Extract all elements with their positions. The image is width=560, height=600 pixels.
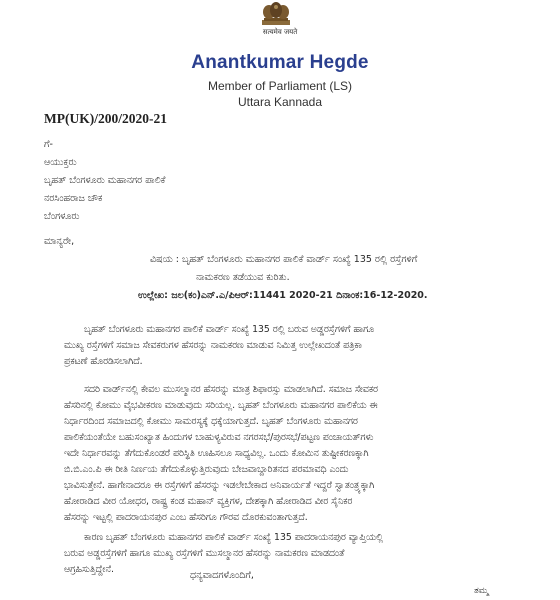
- subject-line: ನಾಮಕರಣ ತಡೆಯುವ ಕುರಿತು.: [196, 272, 290, 283]
- reference-line: ಉಲ್ಲೇಖ: ಜಲ(ಕಂ)ಎನ್.ಎ/ಪಿಆರ್:11441 2020-21 ದಿನಾಂಕ:16-12-2020.: [138, 290, 428, 301]
- greeting: ಮಾನ್ಯರೇ,: [44, 236, 75, 247]
- signature-start: ತಮ್ಮ: [474, 586, 489, 596]
- paragraph-line: ಭಾವಿಸುತ್ತೇನೆ. ಹಾಗೇನಾದರೂ ಈ ರಸ್ತೆಗಳಿಗೆ ಹೆಸರನ್ನು ಇಡಲೇಬೇಕಾದ ಅನಿವಾರ್ಯತೆ ಇದ್ದರೆ ಸ್ವಾತಂತ್ರ್ಯಕ್ಕಾಗಿ: [64, 480, 375, 491]
- paragraph-line: ಹೆಸರನ್ನು ಇಟ್ಟಲ್ಲಿ ಪಾದರಾಯನಪುರ ಎಂಬ ಹೆಸರಿಗೂ ಗೌರವ ದೊರಕುವಂತಾಗುತ್ತದೆ.: [64, 512, 308, 523]
- paragraph-line: ಹೋರಾಡಿದ ವೀರ ಯೋಧರ, ರಾಷ್ಟ್ರ ಕಂಡ ಮಹಾನ್ ವ್ಯಕ್ತಿಗಳ, ದೇಶಕ್ಕಾಗಿ ಹೋರಾಡಿದ ವೀರ ಸೈನಿಕರ: [64, 496, 353, 507]
- recipient-line: ಬೃಹತ್ ಬೆಂಗಳೂರು ಮಹಾನಗರ ಪಾಲಿಕೆ: [44, 175, 166, 186]
- letterhead-name: Anantkumar Hegde: [191, 52, 369, 73]
- recipient-line: ಬೆಂಗಳೂರು: [44, 211, 80, 222]
- paragraph-line: ಕಾರಣ ಬೃಹತ್ ಬೆಂಗಳೂರು ಮಹಾನಗರ ಪಾಲಿಕೆ ವಾರ್ಡ್ ಸಂಖ್ಯೆ 135 ಪಾದರಾಯನಪುರ ವ್ಯಾಪ್ತಿಯಲ್ಲಿ: [84, 532, 384, 543]
- recipient-line: ಆಯುಕ್ತರು: [44, 157, 77, 168]
- national-emblem-icon: [252, 2, 300, 26]
- paragraph-line: ಪ್ರಕಟಣೆ ಹೊರಡಿಸಲಾಗಿದೆ.: [64, 356, 143, 367]
- letterhead-role: Member of Parliament (LS): [207, 79, 353, 93]
- recipient-line: ನರಸಿಂಹರಾಜ ಚೌಕ: [44, 193, 103, 204]
- paragraph-line: ಮುಖ್ಯ ರಸ್ತೆಗಳಿಗೆ ಸಮಾಜ ಸೇವಕರುಗಳ ಹೆಸರನ್ನು ನಾಮಕರಣ ಮಾಡುವ ನಿಮಿತ್ತ ಉಲ್ಲೇಖದಂತೆ ಪತ್ರಿಕಾ: [64, 340, 362, 351]
- letterhead-constituency: Uttara Kannada: [237, 95, 323, 109]
- paragraph-line: ಹೆಸರಿನಲ್ಲಿ ಕೋಮು ವೈಭವೀಕರಣ ಮಾಡುವುದು ಸರಿಯಲ್ಲ. ಬೃಹತ್ ಬೆಂಗಳೂರು ಮಹಾನಗರ ಪಾಲಿಕೆಯ ಈ: [64, 400, 378, 411]
- paragraph-line: ಸದರಿ ವಾರ್ಡ್‌ನಲ್ಲಿ ಕೇವಲ ಮುಸಲ್ಮಾನರ ಹೆಸರನ್ನು ಮಾತ್ರ ಶಿಫಾರಸ್ಸು ಮಾಡಲಾಗಿದೆ. ಸಮಾಜ ಸೇವಕರ: [84, 384, 378, 395]
- reference-number: MP(UK)/200/2020-21: [44, 111, 167, 126]
- paragraph-line: ಆಗ್ರಹಿಸುತ್ತಿದ್ದೇನೆ.: [64, 564, 114, 575]
- paragraph-line: ಬೃಹತ್ ಬೆಂಗಳೂರು ಮಹಾನಗರ ಪಾಲಿಕೆ ವಾರ್ಡ್ ಸಂಖ್ಯೆ 135 ರಲ್ಲಿ ಬರುವ ಅಡ್ಡರಸ್ತೆಗಳಿಗೆ ಹಾಗೂ: [84, 324, 375, 335]
- closing: ಧನ್ಯವಾದಗಳೊಂದಿಗೆ,: [190, 570, 254, 581]
- emblem-motto: सत्यमेव जयते: [262, 28, 298, 36]
- paragraph-line: ಇದೇ ನಿರ್ಧಾರವನ್ನು ತೆಗೆದುಕೊಂಡರೆ ಪರಿಸ್ಥಿತಿ ಊಹಿಸಲೂ ಸಾಧ್ಯವಿಲ್ಲ. ಒಂದು ಕೋಮಿನ ತುಷ್ಟೀಕರಣಕ್ಕಾಗಿ: [64, 448, 369, 459]
- subject-line: ವಿಷಯ : ಬೃಹತ್ ಬೆಂಗಳೂರು ಮಹಾನಗರ ಪಾಲಿಕೆ ವಾರ್ಡ್ ಸಂಖ್ಯೆ 135 ರಲ್ಲಿ ರಸ್ತೆಗಳಿಗೆ: [150, 254, 418, 265]
- paragraph-line: ಪಾಲಿಕೆಯಂತೆಯೇ ಬಹುಸಂಖ್ಯಾತ ಹಿಂದುಗಳ ಬಾಹುಳ್ಯವಿರುವ ನಗರಸಭೆ/ಪುರಸಭೆ/ಪಟ್ಟಣ ಪಂಚಾಯತ್‌ಗಳು: [64, 432, 374, 443]
- paragraph-line: ನಿರ್ಧಾರದಿಂದ ಸಮಾಜದಲ್ಲಿ ಕೋಮು ಸಾಮರಸ್ಯಕ್ಕೆ ಧಕ್ಕೆಯಾಗುತ್ತದೆ. ಬೃಹತ್ ಬೆಂಗಳೂರು ಮಹಾನಗರ: [64, 416, 358, 427]
- recipient-to: ಗೆ-: [44, 139, 53, 150]
- paragraph-line: ಬಿ.ಬಿ.ಎಂ.ಪಿ ಈ ರೀತಿ ನಿರ್ಣಯ ತೆಗೆದುಕೊಳ್ಳುತ್ತಿರುವುದು ಬೇಜವಾಬ್ದಾರಿತನದ ಪರಮಾವಧಿ ಎಂದು: [64, 464, 349, 475]
- paragraph-line: ಬರುವ ಅಡ್ಡರಸ್ತೆಗಳಿಗೆ ಹಾಗೂ ಮುಖ್ಯ ರಸ್ತೆಗಳಿಗೆ ಮುಸಲ್ಮಾನರ ಹೆಸರನ್ನು ನಾಮಕರಣ ಮಾಡದಂತೆ: [64, 548, 345, 559]
